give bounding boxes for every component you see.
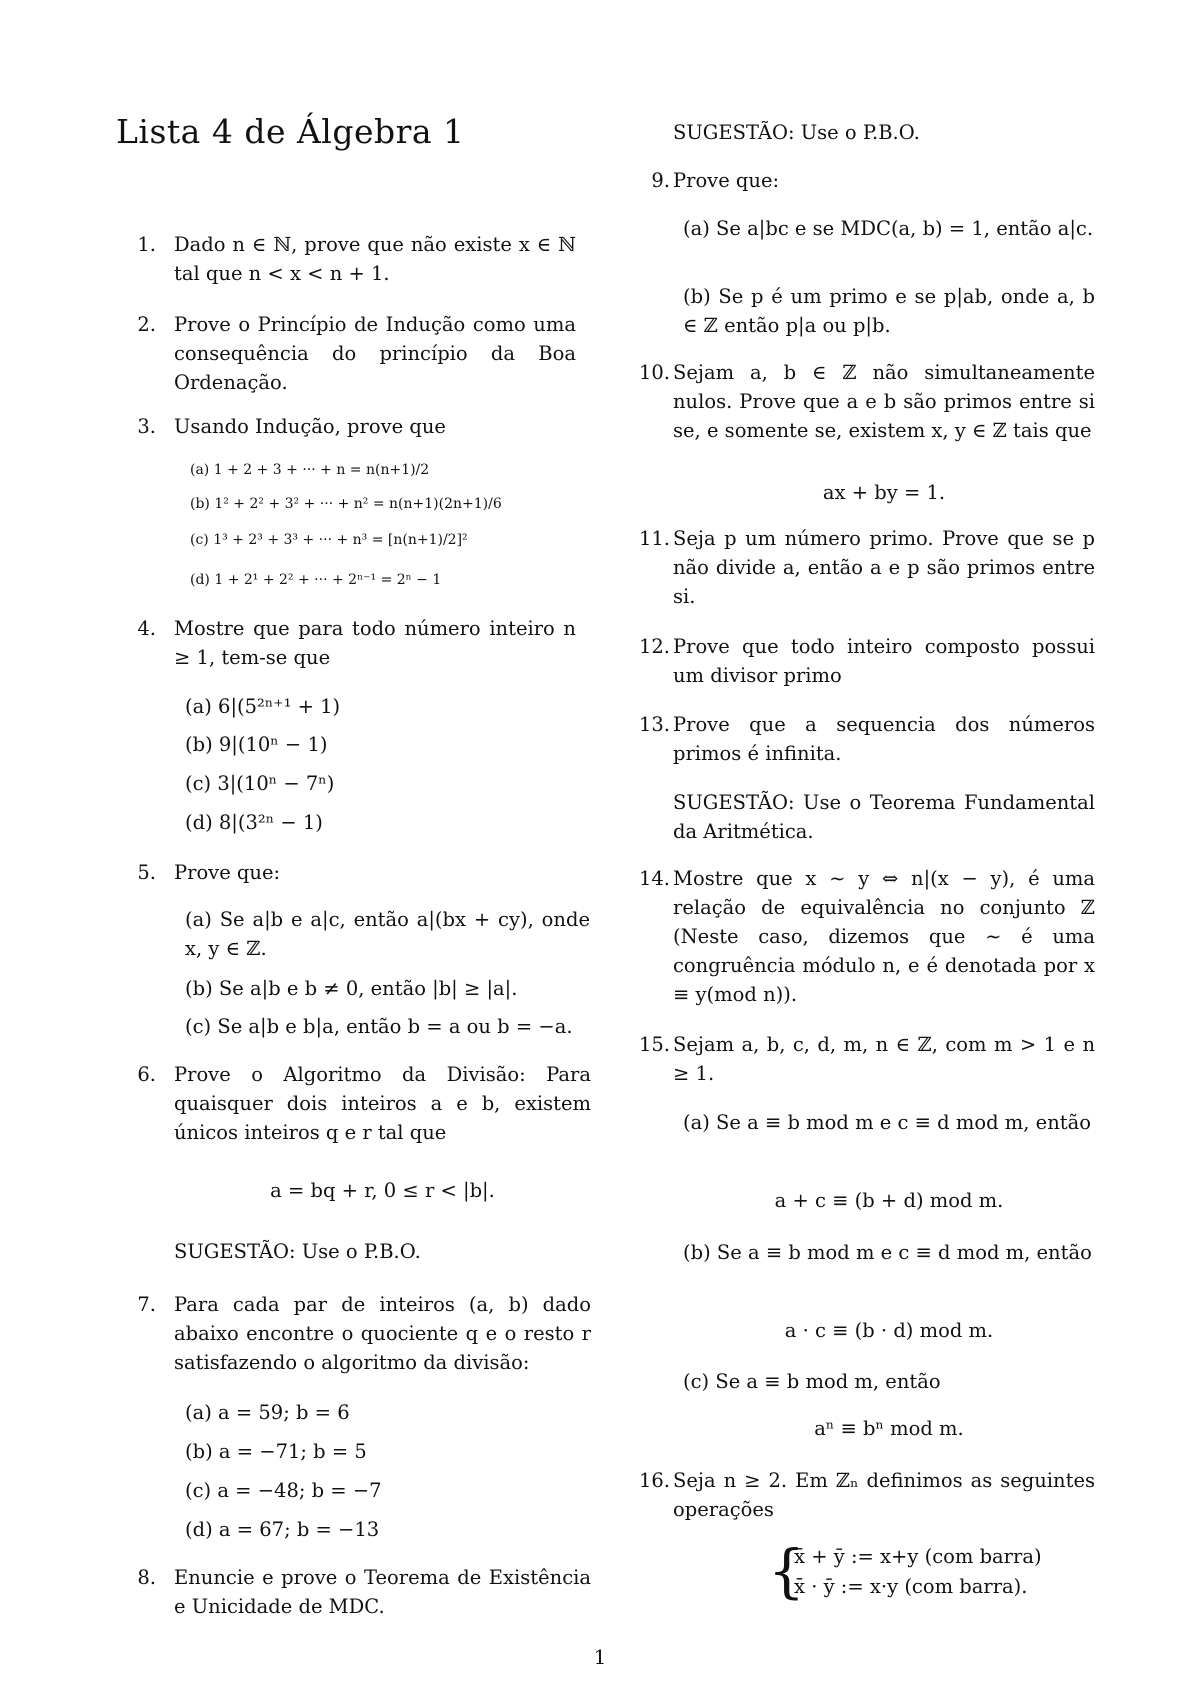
question-number: 14. <box>638 867 670 890</box>
item-15b: (b) Se a ≡ b mod m e c ≡ d mod m, então <box>683 1241 1092 1264</box>
question-text: Seja p um número primo. Prove que se p não divide a, então a e p são primos entre si. <box>673 527 1095 608</box>
display-equation-10: ax + by = 1. <box>822 481 946 504</box>
question-text: Prove o Princípio de Indução como uma consequência do princípio da Boa Ordenação. <box>174 313 576 394</box>
question-text: Mostre que x ∼ y ⇔ n|(x − y), é uma relação de equivalência no conjunto ℤ (Neste caso, dizemos que ∼ é uma congruência módulo n, e é denotada por x ≡ y(mod n)). <box>673 867 1095 1006</box>
hint-top: SUGESTÃO: Use o P.B.O. <box>673 121 920 144</box>
question-text: Prove o Algoritmo da Divisão: Para quaisquer dois inteiros a e b, existem únicos inteiros q e r tal que <box>174 1063 591 1144</box>
question-number: 10. <box>638 361 670 384</box>
question-text: Prove que: <box>174 861 281 884</box>
page-number: 1 <box>593 1645 607 1669</box>
question-text: Prove que a sequencia dos números primos é infinita. <box>673 713 1095 765</box>
question-number: 11. <box>638 527 670 550</box>
item-9b: (b) Se p é um primo e se p|ab, onde a, b ∈ ℤ então p|a ou p|b. <box>683 285 1095 337</box>
display-15c: aⁿ ≡ bⁿ mod m. <box>814 1417 964 1440</box>
question-text: Sejam a, b, c, d, m, n ∈ ℤ, com m > 1 e n ≥ 1. <box>673 1033 1095 1085</box>
item-15a: (a) Se a ≡ b mod m e c ≡ d mod m, então <box>683 1111 1091 1134</box>
question-number: 3. <box>137 415 156 438</box>
question-number: 9. <box>651 169 670 192</box>
question-number: 8. <box>137 1566 156 1589</box>
display-equation-6: a = bq + r, 0 ≤ r < |b|. <box>270 1179 495 1202</box>
item-3b: (b) 1² + 2² + 3² + ··· + n² = n(n+1)(2n+1)/6 <box>190 496 502 512</box>
hint-13: SUGESTÃO: Use o Teorema Fundamental da Aritmética. <box>673 791 1095 843</box>
question-number: 13. <box>638 713 670 736</box>
question-number: 15. <box>638 1033 670 1056</box>
operation-line-1: x̄ + ȳ := x+y (com barra) <box>794 1545 1042 1568</box>
operations-system <box>768 1537 1042 1605</box>
question-text: Enuncie e prove o Teorema de Existência e Unicidade de MDC. <box>174 1566 591 1618</box>
question-number: 7. <box>137 1293 156 1316</box>
display-15a: a + c ≡ (b + d) mod m. <box>774 1189 1004 1212</box>
question-number: 1. <box>137 233 156 256</box>
item-5b: (b) Se a|b e b ≠ 0, então |b| ≥ |a|. <box>185 977 518 1000</box>
item-9a: (a) Se a|bc e se MDC(a, b) = 1, então a|c. <box>683 217 1094 240</box>
operation-line-2: x̄ · ȳ := x·y (com barra). <box>794 1575 1028 1598</box>
item-7a: (a) a = 59; b = 6 <box>185 1401 350 1424</box>
question-number: 5. <box>137 861 156 884</box>
item-3c: (c) 1³ + 2³ + 3³ + ··· + n³ = [n(n+1)/2]² <box>190 532 468 548</box>
question-text: Prove que: <box>673 169 780 192</box>
question-number: 6. <box>137 1063 156 1086</box>
question-text: Dado n ∈ ℕ, prove que não existe x ∈ ℕ tal que n < x < n + 1. <box>174 233 576 285</box>
item-4c: (c) 3|(10ⁿ − 7ⁿ) <box>185 772 335 795</box>
item-15c: (c) Se a ≡ b mod m, então <box>683 1370 941 1393</box>
question-number: 12. <box>638 635 670 658</box>
page-title: Lista 4 de Álgebra 1 <box>116 112 465 151</box>
question-number: 16. <box>638 1469 670 1492</box>
question-number: 2. <box>137 313 156 336</box>
question-number: 4. <box>137 617 156 640</box>
question-text: Mostre que para todo número inteiro n ≥ 1, tem-se que <box>174 617 576 669</box>
hint-6: SUGESTÃO: Use o P.B.O. <box>174 1240 421 1263</box>
brace: { <box>768 1537 805 1605</box>
item-4a: (a) 6|(5²ⁿ⁺¹ + 1) <box>185 695 341 718</box>
item-4d: (d) 8|(3²ⁿ − 1) <box>185 811 323 834</box>
question-text: Seja n ≥ 2. Em ℤₙ definimos as seguintes operações <box>673 1469 1095 1521</box>
item-3a: (a) 1 + 2 + 3 + ··· + n = n(n+1)/2 <box>190 462 430 478</box>
question-text: Usando Indução, prove que <box>174 415 446 438</box>
item-7c: (c) a = −48; b = −7 <box>185 1479 382 1502</box>
question-text: Sejam a, b ∈ ℤ não simultaneamente nulos. Prove que a e b são primos entre si se, e somente se, existem x, y ∈ ℤ tais que <box>673 361 1095 442</box>
item-5c: (c) Se a|b e b|a, então b = a ou b = −a. <box>185 1015 573 1038</box>
item-4b: (b) 9|(10ⁿ − 1) <box>185 733 328 756</box>
item-7d: (d) a = 67; b = −13 <box>185 1518 380 1541</box>
display-15b: a · c ≡ (b · d) mod m. <box>784 1319 994 1342</box>
item-7b: (b) a = −71; b = 5 <box>185 1440 367 1463</box>
item-3d: (d) 1 + 2¹ + 2² + ··· + 2ⁿ⁻¹ = 2ⁿ − 1 <box>190 572 442 588</box>
question-text: Prove que todo inteiro composto possui um divisor primo <box>673 635 1095 687</box>
item-5a: (a) Se a|b e a|c, então a|(bx + cy), onde x, y ∈ ℤ. <box>185 908 590 960</box>
question-text: Para cada par de inteiros (a, b) dado abaixo encontre o quociente q e o resto r satisfazendo o algoritmo da divisão: <box>174 1293 591 1374</box>
